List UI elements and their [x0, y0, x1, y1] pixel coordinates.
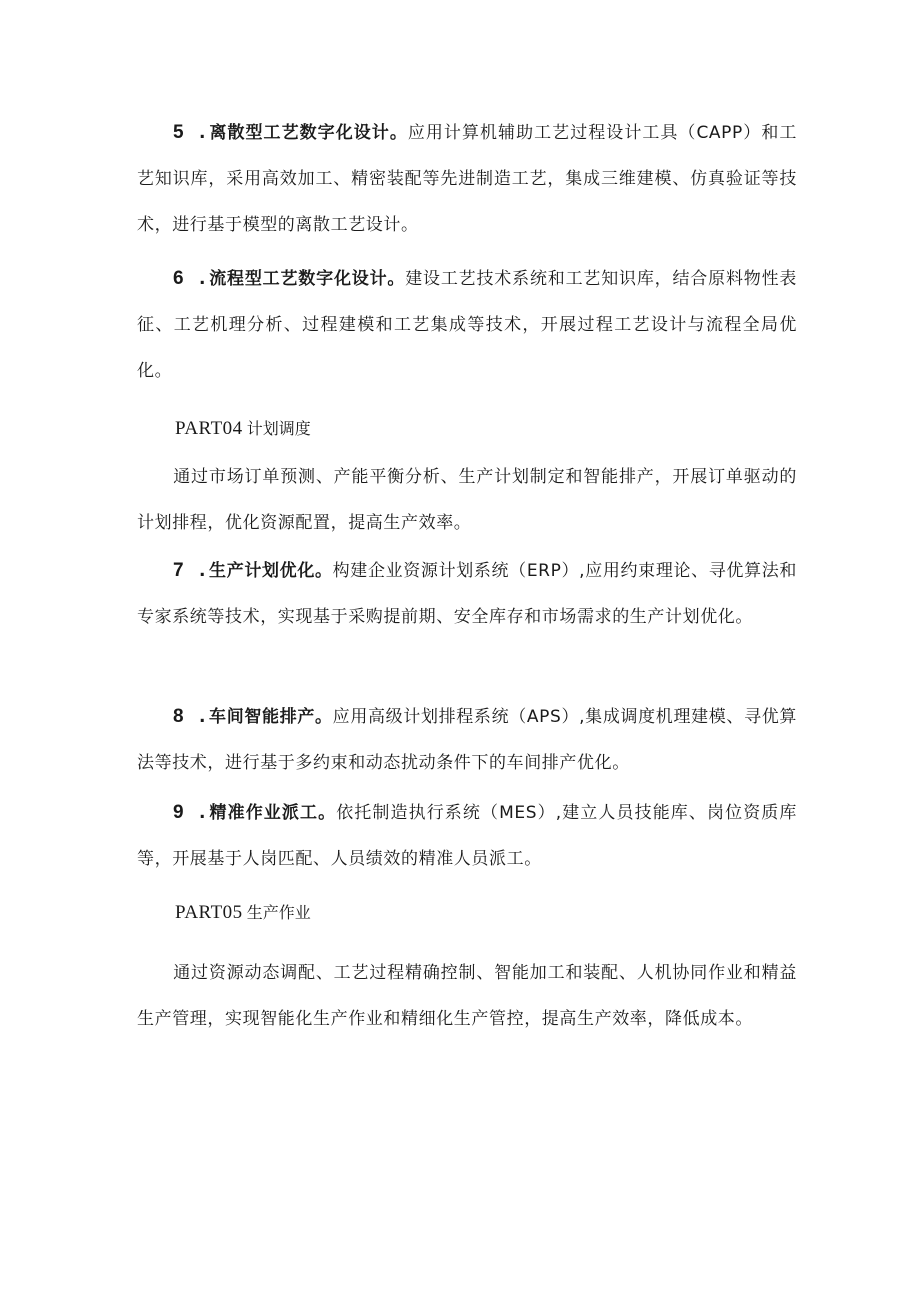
item-dot: . [199, 803, 207, 823]
section-heading-part04 [175, 406, 311, 452]
item-body: 应用高级计划排程系统（APS）,集成调度机理建模、寻优算法等技术，进行基于多约束和动态扰动条件下的车间排产优化。 [137, 707, 798, 773]
intro-text: 通过资源动态调配、工艺过程精确控制、智能加工和装配、人机协同作业和精益生产管理，实现智能化生产作业和精细化生产管控，提高生产效率，降低成本。 [137, 963, 797, 1029]
item-dot: . [199, 707, 207, 727]
section-label: PART05 [175, 902, 243, 923]
item-dot: . [199, 561, 207, 581]
item-body: 依托制造执行系统（MES）,建立人员技能库、岗位资质库等，开展基于人岗匹配、人员绩效的精准人员派工。 [137, 803, 797, 869]
item-body: 构建企业资源计划系统（ERP）,应用约束理论、寻优算法和专家系统等技术，实现基于采购提前期、安全库存和市场需求的生产计划优化。 [137, 561, 797, 627]
item-number: 9 [173, 802, 185, 823]
section-title: 生产作业 [246, 903, 311, 922]
item-heading: 离散型工艺数字化设计。 [209, 123, 408, 143]
item-heading: 生产计划优化。 [209, 561, 333, 581]
item-number: 6 [173, 268, 185, 289]
item-number: 7 [173, 560, 185, 581]
item-7-paragraph [137, 548, 797, 640]
item-5-paragraph [137, 110, 797, 248]
item-body: 应用计算机辅助工艺过程设计工具（CAPP）和工艺知识库，采用高效加工、精密装配等先进制造工艺，集成三维建模、仿真验证等技术，进行基于模型的离散工艺设计。 [137, 123, 797, 235]
item-heading: 流程型工艺数字化设计。 [209, 269, 406, 289]
item-dot: . [199, 269, 207, 289]
item-number: 5 [173, 122, 185, 143]
item-8-paragraph [137, 694, 797, 786]
item-heading: 精准作业派工。 [209, 803, 337, 823]
section-intro-part04 [137, 454, 797, 546]
section-label: PART04 [175, 418, 243, 439]
section-title: 计划调度 [246, 419, 311, 438]
item-9-paragraph [137, 790, 797, 882]
section-heading-part05 [175, 890, 311, 936]
item-body: 建设工艺技术系统和工艺知识库，结合原料物性表征、工艺机理分析、过程建模和工艺集成等技术，开展过程工艺设计与流程全局优化。 [137, 269, 797, 381]
item-heading: 车间智能排产。 [209, 707, 333, 727]
item-6-paragraph [137, 256, 797, 394]
item-number: 8 [173, 706, 185, 727]
intro-text: 通过市场订单预测、产能平衡分析、生产计划制定和智能排产，开展订单驱动的计划排程，优化资源配置，提高生产效率。 [137, 467, 797, 533]
section-intro-part05 [137, 950, 797, 1042]
item-dot: . [199, 123, 207, 143]
